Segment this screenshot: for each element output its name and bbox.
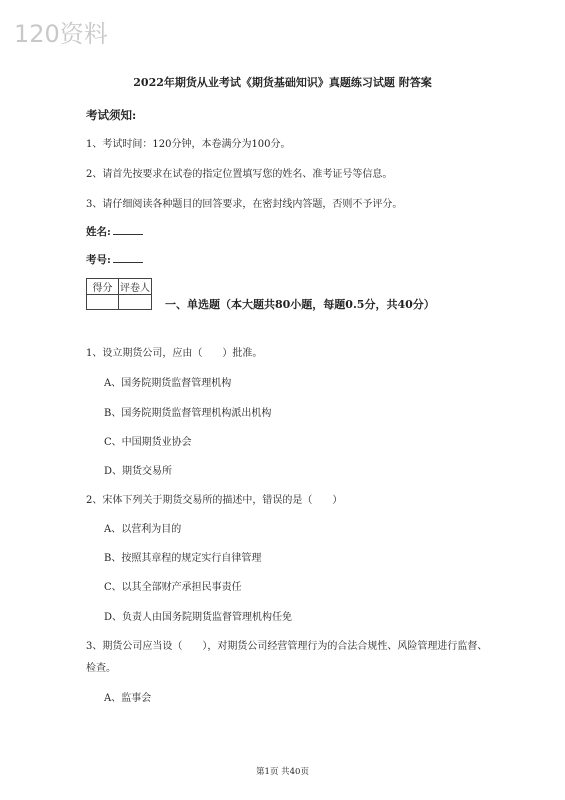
question-option: A、以营利为目的 [104, 524, 182, 535]
exam-number-blank [113, 253, 143, 263]
exam-number-field [86, 252, 143, 267]
notice-item: 1、考试时间：120分钟，本卷满分为100分。 [86, 139, 291, 150]
question-option: D、期货交易所 [104, 466, 173, 477]
notice-heading: 考试须知: [86, 108, 137, 122]
question-option: C、以其全部财产承担民事责任 [104, 582, 242, 593]
reviewer-label: 评卷人 [119, 279, 152, 295]
reviewer-cell [119, 295, 152, 310]
exam-number-label: 考号: [86, 254, 111, 266]
question-option: B、按照其章程的规定实行自律管理 [104, 553, 262, 564]
question-option: A、国务院期货监督管理机构 [104, 378, 232, 389]
notice-item: 2、请首先按要求在试卷的指定位置填写您的姓名、准考证号等信息。 [86, 169, 393, 180]
score-cell [87, 295, 119, 310]
name-label: 姓名: [86, 226, 111, 238]
name-blank [113, 225, 143, 235]
name-field [86, 224, 143, 239]
watermark-logo: 120资料 [14, 20, 108, 48]
question-stem: 2、宋体下列关于期货交易所的描述中，错误的是（ ） [86, 495, 343, 506]
question-stem: 1、设立期货公司，应由（ ）批准。 [86, 348, 263, 359]
question-option: A、监事会 [104, 693, 152, 704]
section-title: 一、单选题（本大题共80小题，每题0.5分，共40分） [165, 298, 435, 311]
question-stem-continued: 检查。 [86, 663, 116, 674]
page-footer: 第1页 共40页 [256, 767, 309, 777]
question-stem: 3、期货公司应当设（ ），对期货公司经营管理行为的合法合规性、风险管理进行监督、 [86, 641, 488, 652]
question-option: C、中国期货业协会 [104, 437, 192, 448]
notice-item: 3、请仔细阅读各种题目的回答要求，在密封线内答题，否则不予评分。 [86, 199, 403, 210]
score-label: 得分 [87, 279, 119, 295]
score-table [86, 278, 152, 310]
question-option: D、负责人由国务院期货监督管理机构任免 [104, 612, 293, 623]
document-title: 2022年期货从业考试《期货基础知识》真题练习试题 附答案 [133, 76, 432, 89]
question-option: B、国务院期货监督管理机构派出机构 [104, 408, 272, 419]
